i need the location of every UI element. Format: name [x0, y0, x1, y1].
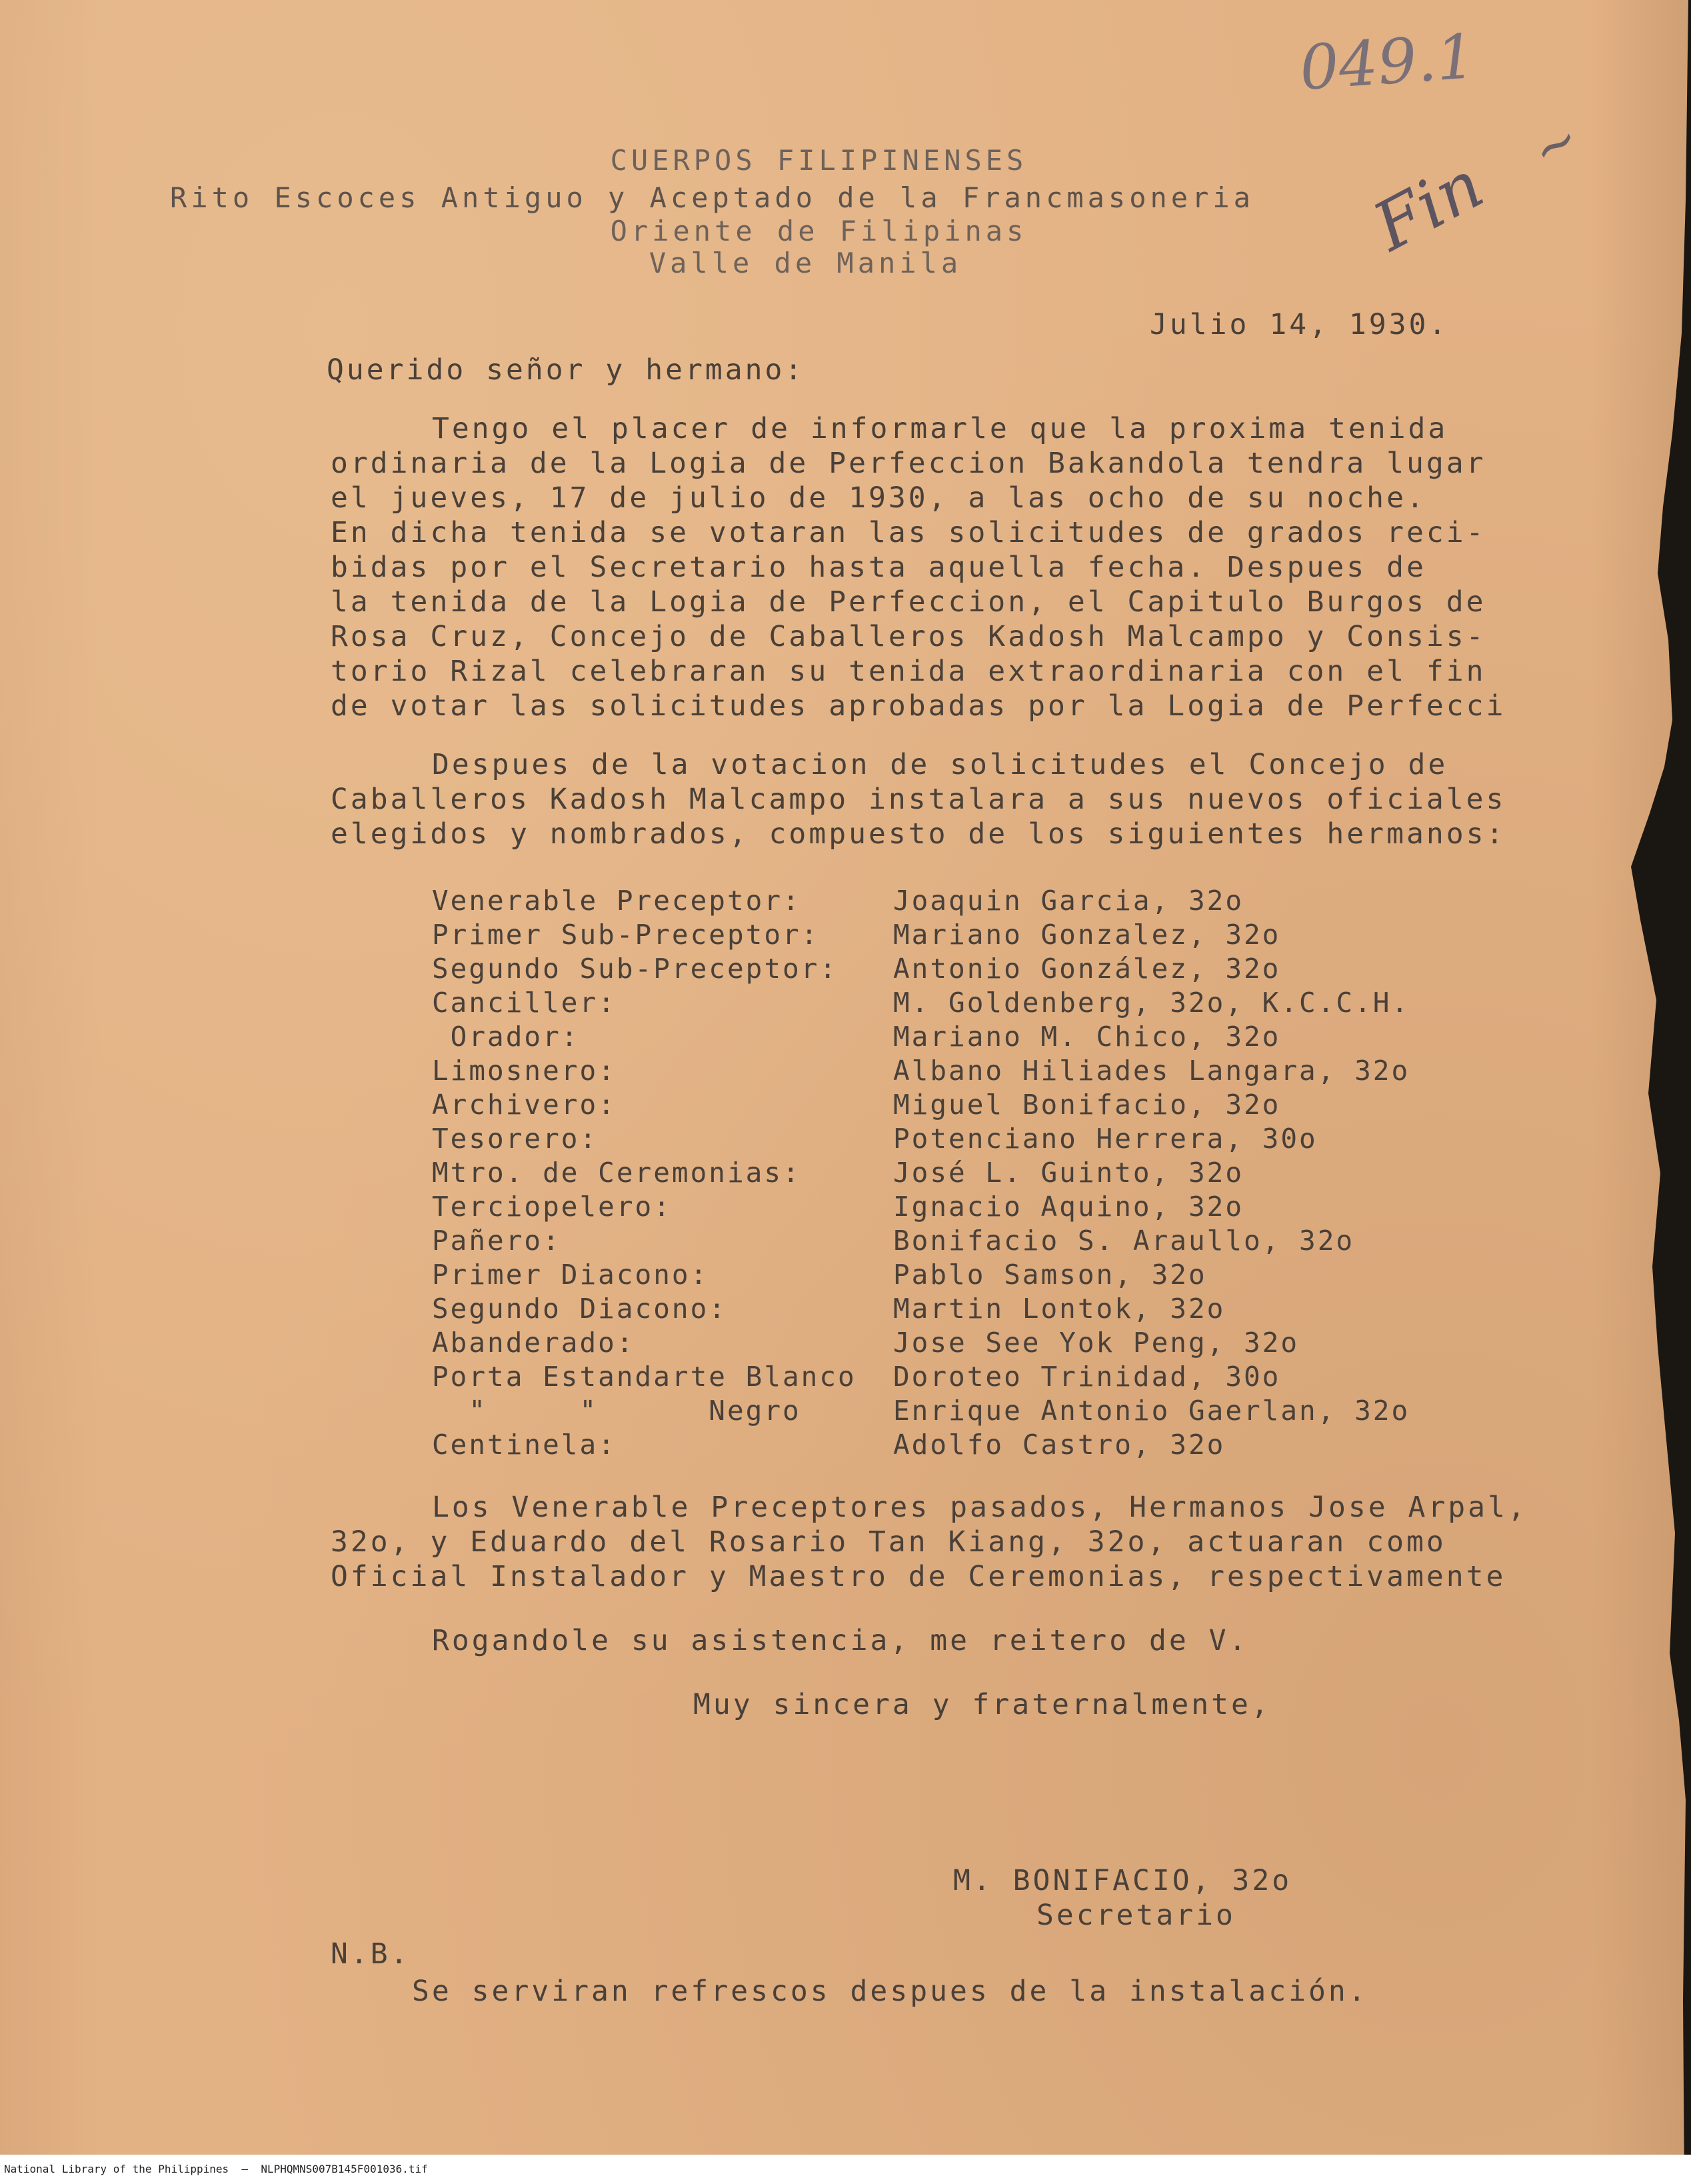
officer-title: Venerable Preceptor: [432, 885, 801, 917]
officer-name: M. Goldenberg, 32o, K.C.C.H. [893, 987, 1410, 1019]
officer-name: Mariano M. Chico, 32o [893, 1021, 1281, 1053]
letterhead-line-3: Oriente de Filipinas [610, 215, 1028, 247]
letter-date: Julio 14, 1930. [1150, 308, 1449, 341]
officer-name: Adolfo Castro, 32o [893, 1429, 1226, 1461]
officer-title: Primer Diacono: [432, 1259, 709, 1291]
handwritten-file-number: 049.1 [1297, 20, 1478, 105]
paragraph-line: Los Venerable Preceptores pasados, Hermanos Jose Arpal, [432, 1491, 1528, 1524]
paragraph-line: Rosa Cruz, Concejo de Caballeros Kadosh Malcampo y Consis- [331, 620, 1486, 653]
officer-name: Joaquin Garcia, 32o [893, 885, 1244, 917]
officer-name: Antonio González, 32o [893, 953, 1281, 985]
officer-title: Segundo Sub-Preceptor: [432, 953, 839, 985]
paragraph-line: el jueves, 17 de julio de 1930, a las ocho de su noche. [331, 481, 1426, 515]
postscript-text: Se serviran refrescos despues de la instalación. [412, 1975, 1368, 2008]
torn-paper-edge [1591, 0, 1691, 2184]
paragraph-line: bidas por el Secretario hasta aquella fecha. Despues de [331, 551, 1426, 584]
officer-name: Mariano Gonzalez, 32o [893, 919, 1281, 951]
paragraph-line: ordinaria de la Logia de Perfeccion Bakandola tendra lugar [331, 447, 1486, 480]
officer-title: " " Negro [432, 1395, 801, 1427]
handwritten-margin-note: Fin [1361, 145, 1496, 267]
officer-title: Segundo Diacono: [432, 1293, 727, 1325]
officer-title: Canciller: [432, 987, 617, 1019]
officer-name: Potenciano Herrera, 30o [893, 1123, 1318, 1155]
scan-footer: National Library of the Philippines — NLPHQMNS007B145F001036.tif [0, 2155, 1691, 2184]
letterhead-line-2: Rito Escoces Antiguo y Aceptado de la Francmasoneria [170, 181, 1254, 214]
paragraph-line: torio Rizal celebraran su tenida extraordinaria con el fin [331, 655, 1486, 688]
handwritten-scribble: ~ [1520, 106, 1590, 183]
officer-name: Miguel Bonifacio, 32o [893, 1089, 1281, 1121]
paragraph-line: Caballeros Kadosh Malcampo instalara a sus nuevos oficiales [331, 783, 1506, 816]
closing-request: Rogandole su asistencia, me reitero de V. [432, 1624, 1249, 1657]
postscript-label: N.B. [331, 1937, 411, 1971]
paragraph-line: elegidos y nombrados, compuesto de los siguientes hermanos: [331, 817, 1506, 851]
signature-name: M. BONIFACIO, 32o [953, 1864, 1292, 1897]
signature-role: Secretario [1036, 1899, 1236, 1932]
officer-title: Abanderado: [432, 1327, 635, 1359]
officer-title: Pañero: [432, 1225, 561, 1257]
officer-name: Doroteo Trinidad, 30o [893, 1361, 1281, 1393]
paragraph-line: de votar las solicitudes aprobadas por la Logia de Perfecci [331, 689, 1506, 723]
letterhead-line-1: CUERPOS FILIPINENSES [610, 144, 1028, 177]
officer-name: Pablo Samson, 32o [893, 1259, 1207, 1291]
officer-title: Terciopelero: [432, 1191, 672, 1223]
officer-title: Porta Estandarte Blanco [432, 1361, 856, 1393]
officer-title: Centinela: [432, 1429, 617, 1461]
officer-name: Albano Hiliades Langara, 32o [893, 1055, 1410, 1087]
salutation: Querido señor y hermano: [327, 353, 805, 387]
paragraph-line: 32o, y Eduardo del Rosario Tan Kiang, 32o, actuaran como [331, 1525, 1446, 1559]
officer-name: Ignacio Aquino, 32o [893, 1191, 1244, 1223]
officer-title: Limosnero: [432, 1055, 617, 1087]
paragraph-line: Tengo el placer de informarle que la proxima tenida [432, 412, 1448, 445]
officer-title: Tesorero: [432, 1123, 599, 1155]
paragraph-line: Oficial Instalador y Maestro de Ceremonias, respectivamente [331, 1560, 1506, 1593]
letterhead-line-4: Valle de Manila [649, 247, 962, 279]
paragraph-line: En dicha tenida se votaran las solicitudes de grados reci- [331, 516, 1486, 549]
officer-title: Archivero: [432, 1089, 617, 1121]
valediction: Muy sincera y fraternalmente, [693, 1688, 1271, 1721]
paragraph-line: Despues de la votacion de solicitudes el Concejo de [432, 748, 1448, 781]
paragraph-line: la tenida de la Logia de Perfeccion, el Capitulo Burgos de [331, 585, 1486, 619]
officer-title: Primer Sub-Preceptor: [432, 919, 820, 951]
officer-name: Bonifacio S. Araullo, 32o [893, 1225, 1355, 1257]
officer-name: Jose See Yok Peng, 32o [893, 1327, 1300, 1359]
officer-name: Enrique Antonio Gaerlan, 32o [893, 1395, 1410, 1427]
officer-title: Mtro. de Ceremonias: [432, 1157, 801, 1189]
officer-title: Orador: [432, 1021, 580, 1053]
officer-name: Martin Lontok, 32o [893, 1293, 1226, 1325]
officer-name: José L. Guinto, 32o [893, 1157, 1244, 1189]
